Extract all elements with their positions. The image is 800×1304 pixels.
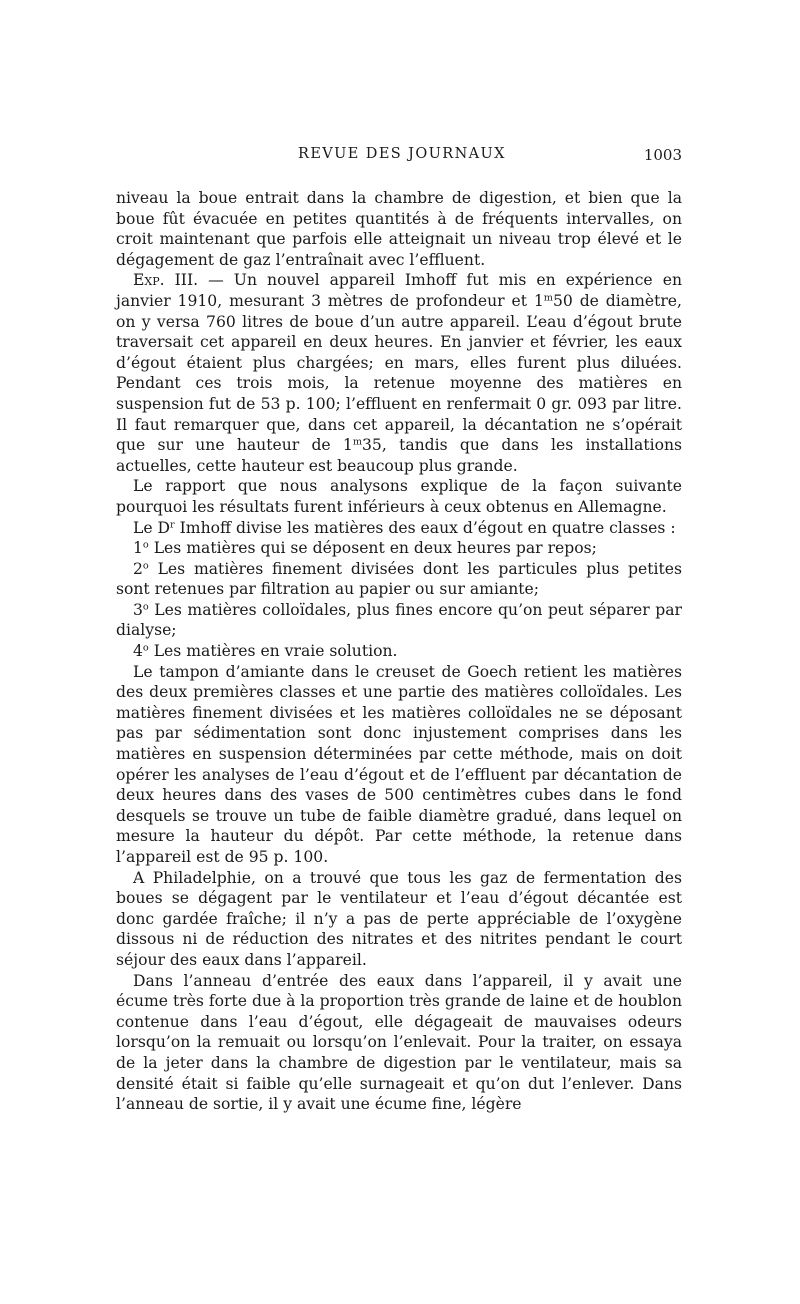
paragraph-text: niveau la boue entrait dans la chambre de digestion, et bien que la boue fût évacuée en petites quantités à de fréquents intervalles, on croit maintenant que parfois elle atteignait un niveau trop élevé et le dégagement de gaz l’entraînait avec l’effluent. [116,189,682,269]
paragraph-text: Le rapport que nous analysons explique de la façon suivante pourquoi les résultats furent inférieurs à ceux obtenus en Allemagne. [116,477,682,516]
paragraph-classes-intro [116,518,682,539]
title-superscript: r [170,519,175,531]
list-number: 4 [133,642,143,661]
paragraph-philadelphie [116,868,682,971]
paragraph-text: Le tampon d’amiante dans le creuset de Goech retient les matières des deux premières classes et une partie des matières colloïdales. Les matières finement divisées et les matières colloïdales ne se déposant pas par sédimentation sont donc injustement comprises dans les matières en suspension déterminées par cette méthode, mais on doit opérer les analyses de l’eau d’égout et de l’effluent par décantation de deux heures dans des vases de 500 centimètres cubes dans le fond desquels se trouve un tube de faible diamètre gradué, dans lequel on mesure la hauteur du dépôt. Par cette méthode, la retenue dans l’appareil est de 95 p. 100. [116,662,682,866]
paragraph-anneau [116,971,682,1115]
paragraph-goech [116,662,682,868]
paragraph-text: Dans l’anneau d’entrée des eaux dans l’appareil, il y avait une écume très forte due à la proportion très grande de laine et de houblon contenue dans l’eau d’égout, elle dégageait de mauvaises odeurs lorsqu’on la remuait ou lorsqu’on l’enlevait. Pour la traiter, on essaya de la jeter dans la chambre de digestion par le ventilateur, mais sa densité était si faible qu’elle surnageait et qu’on dut l’enlever. Dans l’anneau de sortie, il y avait une écume fine, légère [116,971,682,1114]
paragraph-text: — Un nouvel appareil Imhoff fut mis en expérience en janvier 1910, mesurant 3 mètres de profondeur et 1 [116,271,682,310]
list-item-class-2 [116,559,682,600]
ordinal-superscript: o [142,642,149,654]
paragraph-report [116,476,682,517]
list-text: Les matières colloïdales, plus fines encore qu’on peut séparer par dialyse; [116,600,682,640]
list-number: 1 [133,539,143,558]
list-item-class-1 [116,538,682,559]
paragraph-text: A Philadelphie, on a trouvé que tous les gaz de fermentation des boues se dégagent par le ventilateur et l’eau d’égout décantée est donc gardée fraîche; il n’y a pas de perte appréciable de l’oxygène dissous ni de réduction des nitrates et des nitrites pendant le court séjour des eaux dans l’appareil. [116,868,682,969]
experiment-label: Exp. III. [133,271,199,290]
paragraph-text: Imhoff divise les matières des eaux d’égout en quatre classes : [174,518,676,537]
unit-superscript: m [352,436,363,448]
paragraph-text: Le D [133,518,171,537]
list-text: Les matières finement divisées dont les particules plus petites sont retenues par filtration au papier ou sur amiante; [116,559,682,599]
page-number: 1003 [643,146,682,164]
unit-superscript: m [543,292,553,304]
ordinal-superscript: o [142,539,149,551]
body-text [116,188,682,1115]
list-item-class-3 [116,600,682,641]
paragraph-text: 50 de diamètre, on y versa 760 litres de boue d’un autre appareil. L’eau d’égout brute traversait cet appareil en deux heures. En janvier et février, les eaux d’égout étaient plus chargées; en mars, elles furent plus diluées. Pendant ces trois mois, la retenue moyenne des matières en suspension fut de 53 p. 100; l’effluent en renfermait 0 gr. 093 par litre. Il faut remarquer que, dans cet appareil, la décantation ne s’opérait que sur une hauteur de 1 [116,291,682,455]
paragraph-experiment-3 [116,270,682,476]
list-text: Les matières qui se déposent en deux heures par repos; [148,539,597,558]
document-page [116,146,682,1115]
running-title: REVUE DES JOURNAUX [298,146,506,162]
list-item-class-4 [116,641,682,662]
paragraph-text: 35, tandis que dans les installations actuelles, cette hauteur est beaucoup plus grande. [116,436,683,475]
list-number: 2 [133,559,143,578]
ordinal-superscript: o [142,560,149,572]
running-header [116,146,682,176]
ordinal-superscript: o [142,601,149,613]
list-text: Les matières en vraie solution. [148,642,398,661]
list-number: 3 [133,600,143,619]
paragraph-continuation [116,188,682,270]
